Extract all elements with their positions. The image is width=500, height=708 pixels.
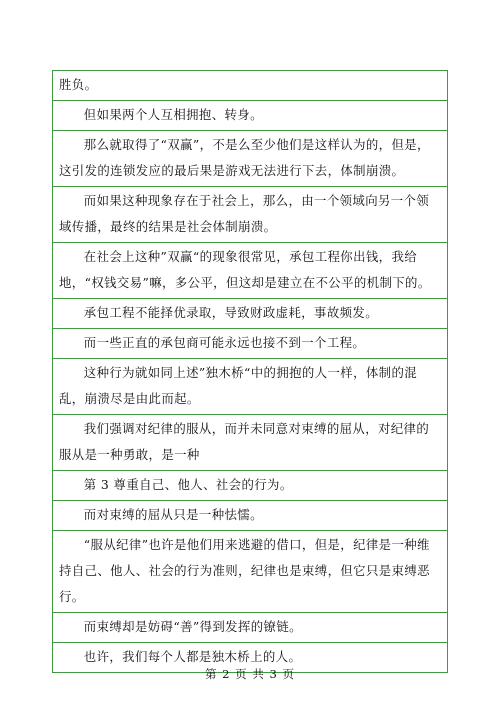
- paragraph-row: 第 3 尊重自己、他人、社会的行为。: [53, 471, 447, 501]
- paragraph-row: 这种行为就如同上述”独木桥“中的拥抱的人一样，体制的混乱，崩溃尽是由此而起。: [53, 359, 447, 415]
- lined-text-sheet: [52, 70, 448, 673]
- paragraph-row: 胜负。: [53, 71, 447, 101]
- page-number-footer: 第 2 页 共 3 页: [205, 667, 295, 681]
- paragraph-row: 我们强调对纪律的服从，而并未同意对束缚的屈从，对纪律的服从是一种勇敢，是一种: [53, 415, 447, 471]
- paragraph-row: 但如果两个人互相拥抱、转身。: [53, 101, 447, 131]
- paragraph-row: 承包工程不能择优录取，导致财政虚耗，事故频发。: [53, 299, 447, 329]
- paragraph-row: 而对束缚的屈从只是一种怯懦。: [53, 501, 447, 531]
- paragraph-row: 那么就取得了“双赢”，不是么至少他们是这样认为的，但是，这引发的连锁发应的最后果是游戏无法进行下去，体制崩溃。: [53, 131, 447, 187]
- paragraph-row: 而如果这种现象存在于社会上，那么，由一个领域向另一个领域传播，最终的结果是社会体制崩溃。: [53, 187, 447, 243]
- paragraph-row: 而一些正直的承包商可能永远也接不到一个工程。: [53, 329, 447, 359]
- paragraph-row: “服从纪律”也许是他们用来逃避的借口，但是，纪律是一种维持自己、他人、社会的行为准则，纪律也是束缚，但它只是束缚恶行。: [53, 531, 447, 613]
- paragraph-row: 也许，我们每个人都是独木桥上的人。: [53, 643, 447, 673]
- paragraph-row: 而束缚却是妨碍“善”得到发挥的镣链。: [53, 613, 447, 643]
- paragraph-row: 在社会上这种”双赢“的现象很常见，承包工程你出钱，我给地，“权钱交易”嘛，多公平，但这却是建立在不公平的机制下的。: [53, 243, 447, 299]
